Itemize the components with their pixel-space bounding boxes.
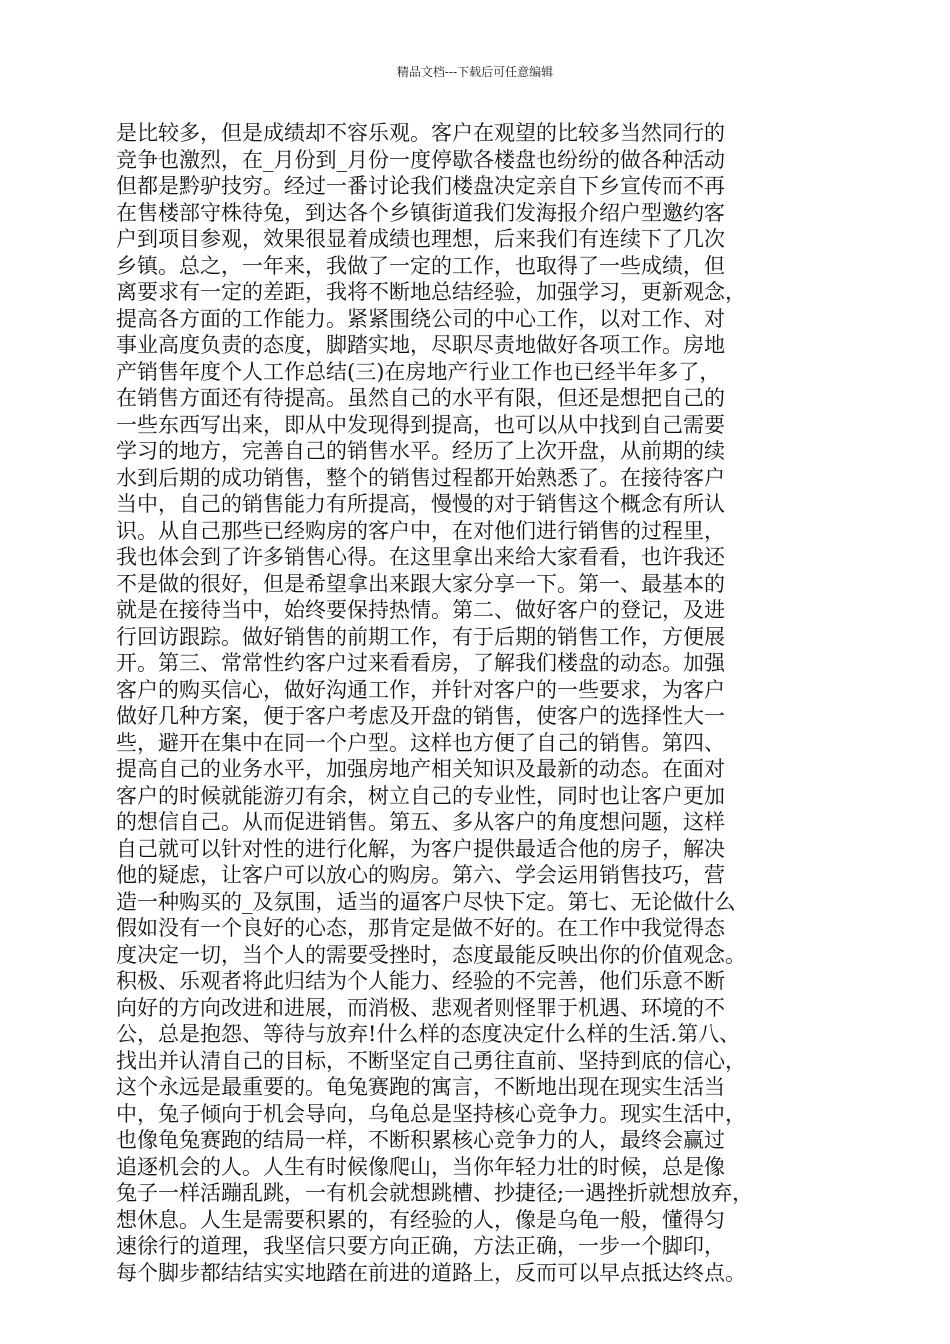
text-line: 想休息。人生是需要积累的，有经验的人，像是乌龟一般，懂得匀 [116,1207,725,1232]
text-line: 户到项目参观，效果很显着成绩也理想，后来我们有连续下了几次 [116,227,725,251]
text-line: 事业高度负责的态度，脚踏实地，尽职尽责地做好各项工作。房地 [116,333,725,357]
text-line: 我也体会到了许多销售心得。在这里拿出来给大家看看，也许我还 [116,545,725,569]
text-line: 假如没有一个良好的心态，那肯定是做不好的。在工作中我觉得态 [116,916,725,940]
text-line: 就是在接待当中，始终要保持热情。第二、做好客户的登记，及进 [116,598,725,622]
text-line: 也像龟兔赛跑的结局一样，不断积累核心竞争力的人，最终会赢过 [116,1128,725,1152]
text-line: 学习的地方，完善自己的销售水平。经历了上次开盘，从前期的续 [116,439,725,463]
text-line: 在售楼部守株待兔，到达各个乡镇街道我们发海报介绍户型邀约客 [116,200,725,225]
text-line: 自己就可以针对性的进行化解，为客户提供最适合他的房子，解决 [116,836,725,861]
text-line: 乡镇。总之，一年来，我做了一定的工作，也取得了一些成绩，但 [116,253,725,278]
text-line: 这个永远是最重要的。龟兔赛跑的寓言，不断地出现在现实生活当 [116,1075,725,1099]
text-line: 但都是黔驴技穷。经过一番讨论我们楼盘决定亲自下乡宣传而不再 [116,174,725,198]
text-line: 积极、乐观者将此归结为个人能力、经验的不完善，他们乐意不断 [116,969,725,993]
page-header: 精品文档---下载后可任意编辑 [396,65,554,79]
text-line: 度决定一切，当个人的需要受挫时，态度最能反映出你的价值观念。 [116,942,746,967]
text-line: 兔子一样活蹦乱跳，一有机会就想跳槽、抄捷径;一遇挫折就想放弃， [116,1181,754,1205]
text-line: 在销售方面还有待提高。虽然自己的水平有限，但还是想把自己的 [116,386,725,410]
text-line: 提高自己的业务水平，加强房地产相关知识及最新的动态。在面对 [116,757,725,781]
text-line: 公，总是抱怨、等待与放弃!什么样的态度决定什么样的生活.第八、 [116,1022,741,1046]
text-line: 当中，自己的销售能力有所提高，慢慢的对于销售这个概念有所认 [116,492,725,516]
text-line: 找出并认清自己的目标，不断坚定自己勇往直前、坚持到底的信心， [116,1048,746,1073]
text-line: 每个脚步都结结实实地踏在前进的道路上，反而可以早点抵达终点。 [116,1260,746,1285]
text-line: 是比较多，但是成绩却不容乐观。客户在观望的比较多当然同行的 [116,121,725,145]
text-line: 开。第三、常常性约客户过来看看房，了解我们楼盘的动态。加强 [116,651,725,675]
text-line: 客户的购买信心，做好沟通工作，并针对客户的一些要求，为客户 [116,677,725,702]
text-line: 向好的方向改进和进展，而消极、悲观者则怪罪于机遇、环境的不 [116,995,725,1020]
text-line: 的想信自己。从而促进销售。第五、多从客户的角度想问题，这样 [116,810,725,834]
text-line: 一些东西写出来，即从中发现得到提高，也可以从中找到自己需要 [116,412,725,437]
text-line: 行回访跟踪。做好销售的前期工作，有于后期的销售工作，方便展 [116,624,725,649]
text-line: 产销售年度个人工作总结(三)在房地产行业工作也已经半年多了， [116,359,721,384]
body-paragraph [116,120,836,1286]
text-line: 速徐行的道理，我坚信只要方向正确，方法正确，一步一个脚印， [116,1234,725,1258]
text-line: 中，兔子倾向于机会导向，乌龟总是坚持核心竞争力。现实生活中， [116,1101,746,1126]
text-line: 离要求有一定的差距，我将不断地总结经验，加强学习，更新观念， [116,280,746,304]
text-line: 些，避开在集中在同一个户型。这样也方便了自己的销售。第四、 [116,730,725,755]
text-line: 不是做的很好，但是希望拿出来跟大家分享一下。第一、最基本的 [116,571,725,596]
text-line: 识。从自己那些已经购房的客户中，在对他们进行销售的过程里， [116,518,725,543]
text-line: 他的疑虑，让客户可以放心的购房。第六、学会运用销售技巧，营 [116,863,725,887]
text-line: 造一种购买的_及氛围，适当的逼客户尽快下定。第七、无论做什么 [116,889,736,914]
text-line: 竞争也激烈，在_月份到_月份一度停歇各楼盘也纷纷的做各种活动 [116,147,725,172]
text-line: 追逐机会的人。人生有时候像爬山，当你年轻力壮的时候，总是像 [116,1154,725,1179]
text-line: 做好几种方案，便于客户考虑及开盘的销售，使客户的选择性大一 [116,704,725,728]
text-line: 提高各方面的工作能力。紧紧围绕公司的中心工作，以对工作、对 [116,306,725,331]
text-line: 水到后期的成功销售，整个的销售过程都开始熟悉了。在接待客户 [116,465,725,490]
text-line: 客户的时候就能游刃有余，树立自己的专业性，同时也让客户更加 [116,783,725,808]
